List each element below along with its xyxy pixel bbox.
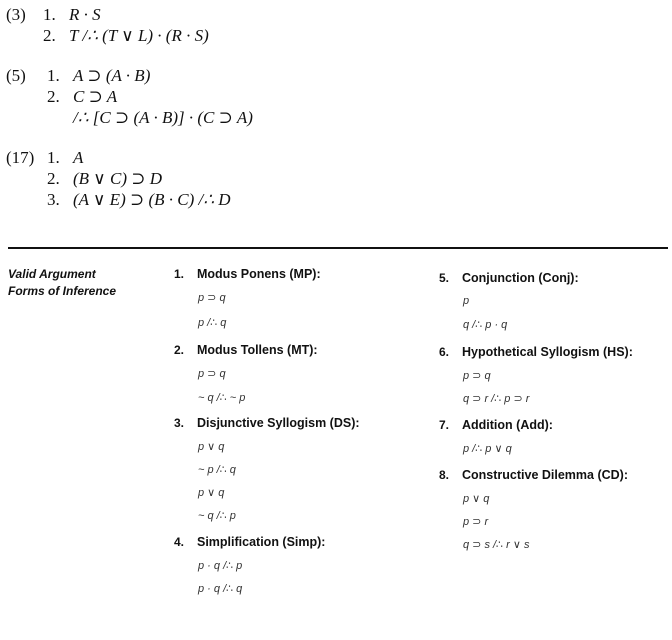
form-number: 2.	[174, 343, 185, 357]
line-number: 2.	[43, 26, 56, 45]
line-number: 1.	[43, 5, 56, 24]
line-number: 3.	[47, 190, 60, 209]
premise: C ⊃ A	[73, 87, 118, 106]
form-step: q ⊃ s /∴ r ∨ s	[463, 539, 530, 551]
premise: A ⊃ (A · B)	[73, 66, 151, 85]
section-divider	[8, 247, 668, 249]
heading-line: Forms of Inference	[8, 284, 117, 298]
form-step: p · q /∴ q	[198, 583, 243, 595]
conclusion: /∴ [C ⊃ (A · B)] · (C ⊃ A)	[73, 108, 253, 127]
form-name: Addition (Add):	[462, 418, 553, 432]
form-step: ~ q /∴ ~ p	[198, 392, 246, 404]
form-step: p	[463, 295, 470, 307]
form-number: 6.	[439, 345, 450, 359]
heading-line: Valid Argument	[8, 267, 96, 281]
problem-number: (3)	[6, 5, 26, 24]
form-number: 1.	[174, 267, 185, 281]
premise: R · S	[69, 5, 101, 24]
form-number: 4.	[174, 535, 185, 549]
form-step: p · q /∴ p	[198, 560, 243, 572]
form-step: q ⊃ r /∴ p ⊃ r	[463, 393, 530, 405]
form-step: p ∨ q	[198, 487, 225, 499]
line-number: 1.	[47, 148, 60, 167]
reference-heading	[8, 266, 116, 300]
line-number: 2.	[47, 169, 60, 188]
form-step: p /∴ p ∨ q	[463, 443, 512, 455]
form-name: Disjunctive Syllogism (DS):	[197, 416, 360, 430]
form-number: 3.	[174, 416, 185, 430]
form-name: Conjunction (Conj):	[462, 271, 579, 285]
form-step: p /∴ q	[198, 317, 227, 329]
form-number: 8.	[439, 468, 450, 482]
form-step: p ∨ q	[463, 493, 490, 505]
problem-number: (5)	[6, 66, 26, 85]
form-step: p ⊃ q	[198, 292, 226, 304]
line-number: 1.	[47, 66, 60, 85]
form-step: p ⊃ q	[463, 370, 491, 382]
form-number: 7.	[439, 418, 450, 432]
premise-conclusion: (A ∨ E) ⊃ (B · C) /∴ D	[73, 190, 231, 209]
form-name: Hypothetical Syllogism (HS):	[462, 345, 633, 359]
form-name: Modus Tollens (MT):	[197, 343, 318, 357]
form-step: p ⊃ r	[463, 516, 489, 528]
premise: A	[73, 148, 84, 167]
form-step: p ⊃ q	[198, 368, 226, 380]
form-step: ~ p /∴ q	[198, 464, 236, 476]
premise: (B ∨ C) ⊃ D	[73, 169, 163, 188]
form-number: 5.	[439, 271, 450, 285]
problem-number: (17)	[6, 148, 35, 167]
premise-conclusion: T /∴ (T ∨ L) · (R · S)	[69, 26, 209, 45]
line-number: 2.	[47, 87, 60, 106]
form-name: Simplification (Simp):	[197, 535, 326, 549]
form-name: Constructive Dilemma (CD):	[462, 468, 628, 482]
form-step: q /∴ p · q	[463, 319, 508, 331]
form-name: Modus Ponens (MP):	[197, 267, 321, 281]
form-step: p ∨ q	[198, 441, 225, 453]
form-step: ~ q /∴ p	[198, 510, 236, 522]
